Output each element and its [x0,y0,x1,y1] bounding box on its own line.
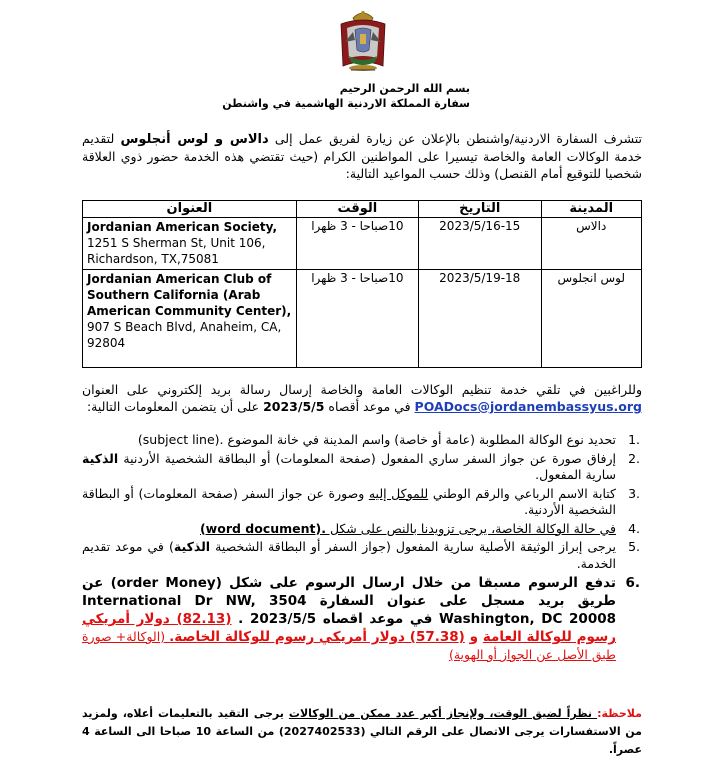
general-poa-fee: (82.13) دولار أمريكي رسوم للوكالة العامة [82,611,616,645]
header-city: المدينة [541,201,642,218]
intro-post: لتقديم خدمة الوكالات العامة والخاصة تيسيرا على المواطنين الكرام (حيث تقتضي هذه الخدمة حضور ذوي العلاقة شخصيا للتوقيع أمام القنصل) وذلك حسب المواعيد التالية: [82,131,642,181]
jordan-coat-of-arms-icon [335,8,391,74]
table-header-row [83,201,642,218]
address-cell [83,270,297,368]
item-number: 5. [628,539,640,554]
item-number: 6. [625,575,640,591]
note-paragraph [82,705,642,759]
fee-and: و [464,629,483,645]
item-text-end: ) في موعد تقديم الخدمة. [82,539,616,571]
item-text-end: سارية المفعول. [535,467,616,482]
address-venue: Jordanian American Society, [87,220,278,234]
word-document-text: (word document). [199,520,326,536]
schedule-table [82,200,642,368]
item-text: يرجى إبراز الوثيقة الأصلية سارية المفعول (جواز السفر أو البطاقة الشخصية [210,539,617,554]
table-row [83,270,642,368]
address-street: 907 S Beach Blvd, Anaheim, CA, 92804 [87,320,282,350]
address-cell [83,218,297,270]
para2-post: على أن يتضمن المعلومات التالية: [86,399,264,414]
city-cell: دالاس [541,218,642,270]
list-item [82,486,642,519]
list-item [82,574,642,664]
deadline-date: 2023/5/5 [263,399,325,414]
intro-paragraph [82,130,642,182]
table-row [83,218,642,270]
item-text: تحديد نوع الوكالة المطلوبة (عامة أو خاصة) واسم المدينة في خانة الموضوع [227,432,616,447]
note-underlined: نظراً لضيق الوقت، ولإنجاز أكبر عدد ممكن من الوكالات [288,707,598,720]
item-number: 4. [628,520,640,536]
address-venue: Jordanian American Club of Southern California (Arab American Community Center), [87,272,292,318]
header-time: الوقت [296,201,418,218]
special-poa-fee: (57.38) دولار أمريكي رسوم للوكالة الخاصة. [169,629,465,645]
item-number: 2. [628,450,640,466]
list-item [82,539,642,572]
list-item [82,432,642,449]
date-cell: 2023/5/16-15 [419,218,542,270]
embassy-name: سفارة المملكة الاردنية الهاشمية في واشنطن [222,97,470,110]
intro-pre: تتشرف السفارة الاردنية/واشنطن بالإعلان عن زيارة لفريق عمل إلى [268,131,642,146]
para2-mid: في موعد أقصاه [324,399,415,414]
email-link[interactable]: POADocs@jordanembassyus.org [414,399,642,414]
item-text-end: وصورة عن جواز السفر (صفحة المعلومات) أو البطاقة الشخصية الأردنية. [82,485,616,517]
note-text: يرجى التقيد بالتعليمات أعلاه، ولمزيد من الاستفسارات يرجى الاتصال على الرقم التالي (2027402533) من الساعة 10 صباحا الى الساعة 4 عصراً. [82,707,642,756]
city-cell: لوس انجلوس [541,270,642,368]
date-cell: 2023/5/19-18 [419,270,542,368]
item-text: إرفاق صورة عن جواز السفر ساري المفعول (صفحة المعلومات) أو البطاقة الشخصية الأردنية [118,450,616,466]
item-text: كتابة الاسم الرباعي والرقم الوطني [428,485,616,501]
note-label: ملاحظة: [597,707,642,720]
item-number: 1. [628,432,640,447]
para2-pre: وللراغبين في تلقي خدمة تنظيم الوكالات العامة والخاصة إرسال رسالة بريد إلكتروني على العنوان [82,382,642,397]
fee-note: (الوكالة+ صورة طبق الأصل عن الجواز أو الهوية) [82,629,616,662]
header-address: العنوان [83,201,297,218]
intro-cities: دالاس و لوس أنجلوس [120,132,269,147]
list-item [82,451,642,484]
list-item [82,521,642,538]
time-cell: 10صباحا - 3 ظهرا [296,218,418,270]
item-text: في حالة الوكالة الخاصة، يرجى تزويدنا بالنص على شكل [325,520,616,536]
agent-text: للموكل إليه [368,485,429,501]
email-paragraph [82,381,642,415]
address-street: 1251 S Sherman St, Unit 106, Richardson, TX,75081 [87,236,266,266]
requirements-list [82,432,642,666]
smart-text: الذكية [82,450,119,466]
basmala: بسم الله الرحمن الرحيم [339,82,470,95]
time-cell: 10صباحا - 3 ظهرا [296,270,418,368]
fee-instructions: تدفع الرسوم مسبقا من خلال ارسال الرسوم على شكل (order Money) عن طريق بريد مسجل على عنوان السفارة 3504 International Dr NW, Washington, DC 20008 في موعد اقصاه 2023/5/5 . [82,575,616,627]
smart-text: الذكية [173,539,211,554]
item-number: 3. [628,485,640,501]
subject-line-text: (subject line). [137,432,224,447]
header-date: التاريخ [419,201,542,218]
